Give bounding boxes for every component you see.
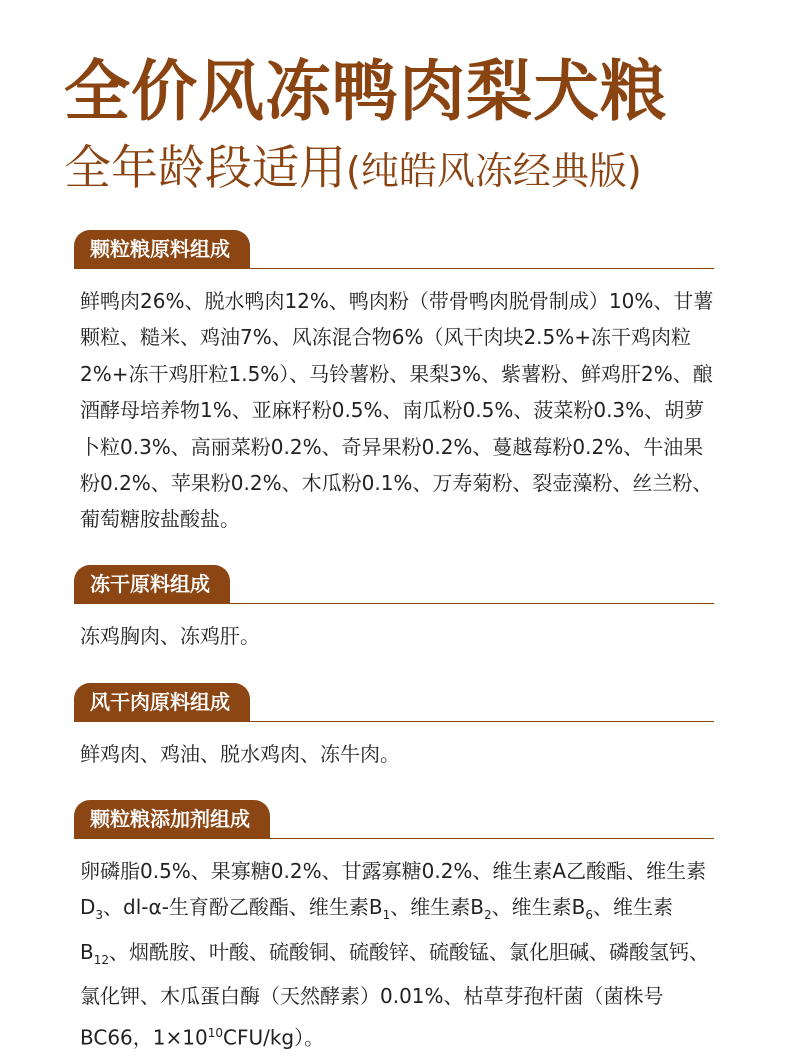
section-body: 鲜鸡肉、鸡油、脱水鸡肉、冻牛肉。 [80, 742, 400, 766]
text-run: 、烟酰胺、叶酸、硫酸铜、硫酸锌、硫酸锰、氯化胆碱、磷酸氢钙、氯化钾、木瓜蛋白酶（天然酵素）0.01%、枯草芽孢杆菌（菌株号BC66，1×10 [80, 939, 710, 1050]
text-run: 、维生素B [80, 895, 674, 964]
section-tag: 风干肉原料组成 [74, 683, 250, 721]
section-body [74, 839, 714, 1056]
text-run: 、dl-α-生育酚乙酸酯、维生素B [103, 895, 383, 920]
section-kibble-additives [74, 800, 714, 1056]
title-line-2 [64, 138, 642, 202]
subscript: 1 [382, 908, 391, 923]
section-body: 冻鸡胸肉、冻鸡肝。 [80, 624, 260, 648]
title-line-2-main: 全年龄段适用 [64, 141, 346, 196]
text-run: 、维生素B [390, 895, 485, 920]
subscript: 3 [95, 908, 104, 923]
text-run: CFU/kg）。 [223, 1025, 325, 1050]
section-tag: 冻干原料组成 [74, 565, 230, 603]
section-tag: 颗粒粮原料组成 [74, 230, 250, 268]
section-header [74, 683, 714, 722]
subscript: 2 [484, 908, 492, 923]
section-air-dried-meat-ingredients [74, 683, 714, 772]
text-run: 、维生素B [491, 895, 586, 920]
subscript: 12 [93, 952, 110, 967]
section-body: 鲜鸭肉26%、脱水鸭肉12%、鸭肉粉（带骨鸭肉脱骨制成）10%、甘薯颗粒、糙米、鸡油7%、风冻混合物6%（风干肉块2.5%+冻干鸡肉粒2%+冻干鸡肝粒1.5%）、马铃薯粉、果梨3%、紫薯粉、鲜鸡肝2%、酿酒酵母培养物1%、亚麻籽粉0.5%、南瓜粉0.5%、菠菜粉0.3%、胡萝卜粒0.3%、高丽菜粉0.2%、奇异果粉0.2%、蔓越莓粉0.2%、牛油果粉0.2%、苹果粉0.2%、木瓜粉0.1%、万寿菊粉、裂壶藻粉、丝兰粉、葡萄糖胺盐酸盐。 [80, 289, 714, 532]
text-run: 卵磷脂0.5%、果寡糖0.2%、甘露寡糖0.2%、维生素A乙酸酯、维生素D [80, 859, 707, 920]
title-line-1: 全价风冻鸭肉梨犬粮 [64, 53, 667, 130]
section-header [74, 800, 714, 839]
section-kibble-ingredients [74, 230, 714, 538]
superscript: 10 [207, 1025, 223, 1040]
section-freeze-dried-ingredients [74, 565, 714, 654]
subscript: 6 [585, 908, 594, 923]
section-tag: 颗粒粮添加剂组成 [74, 800, 270, 838]
section-header [74, 565, 714, 604]
title-line-2-paren: (纯皓风冻经典版) [346, 149, 642, 193]
section-header [74, 230, 714, 269]
